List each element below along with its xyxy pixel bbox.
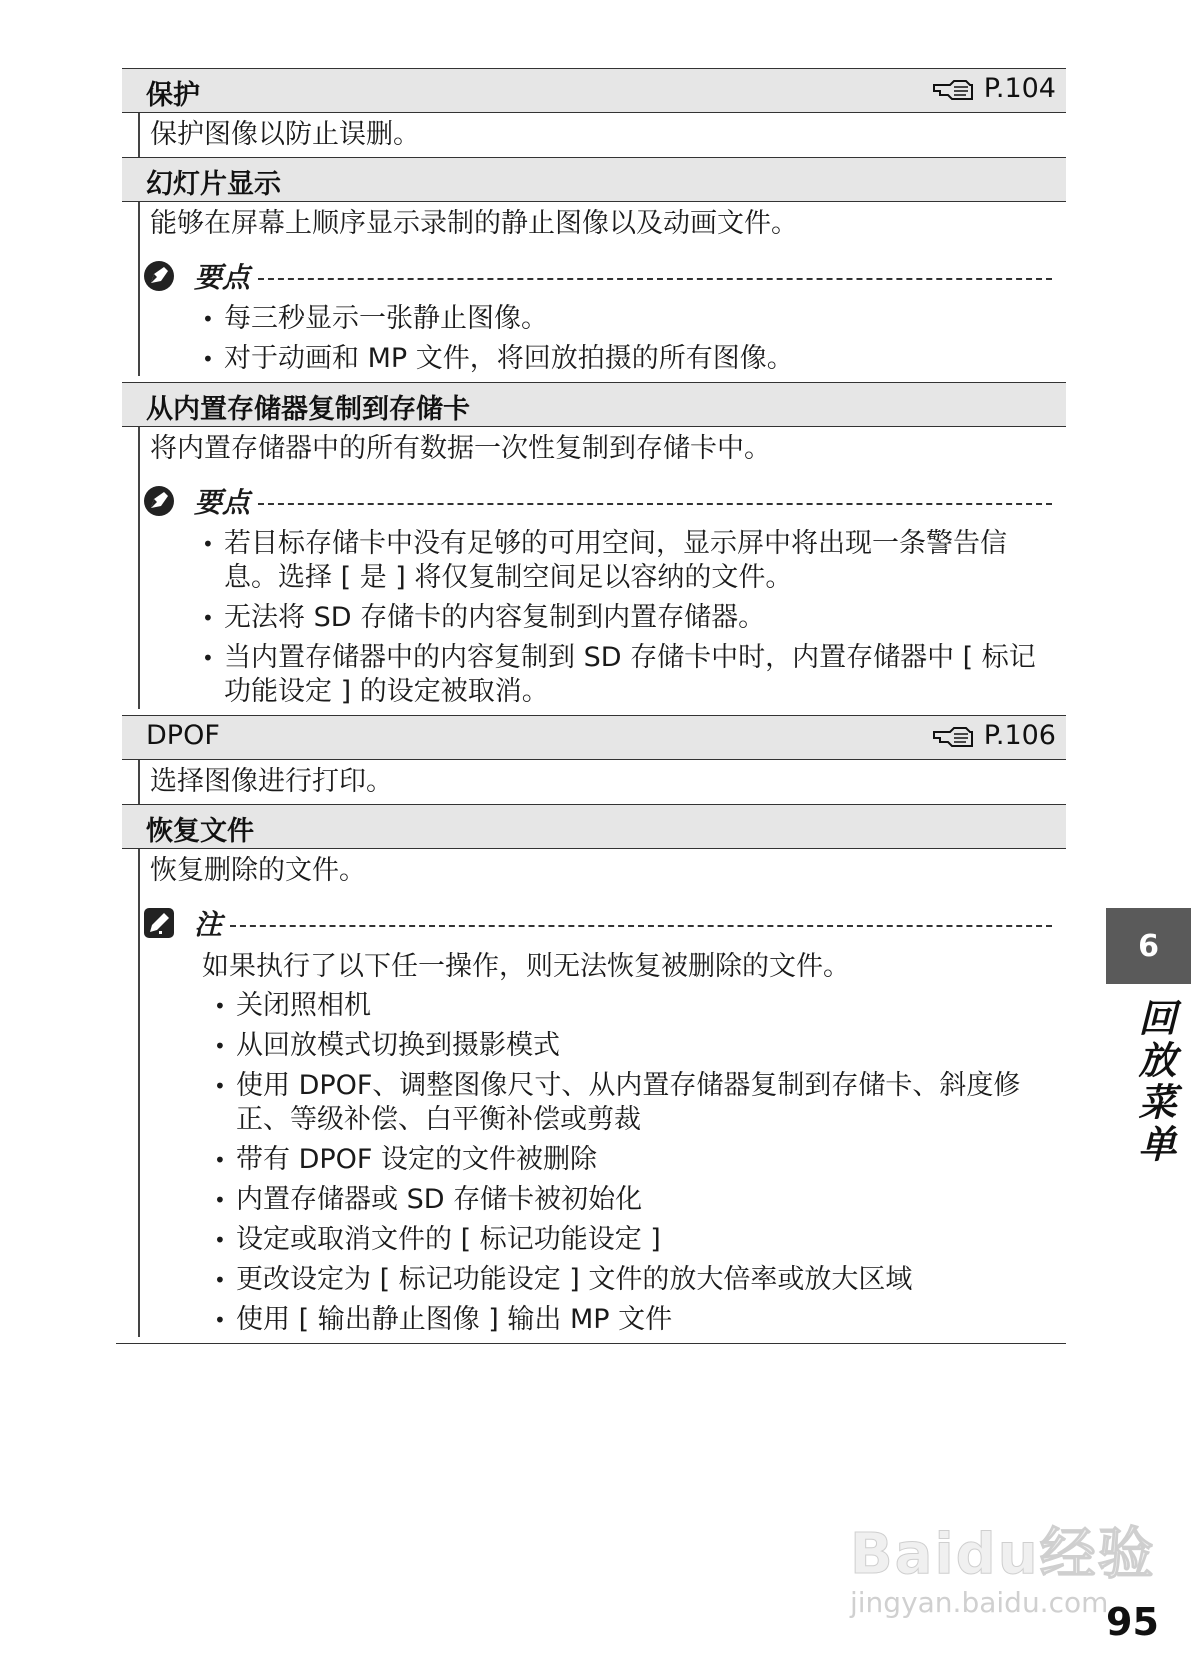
section-title: 保护 (146, 80, 200, 111)
section-body-recover (138, 849, 1066, 1337)
section-body-slideshow (138, 202, 1066, 376)
section-description: 选择图像进行打印。 (150, 766, 393, 797)
page-reference-text: P.106 (983, 720, 1056, 751)
dashed-divider (258, 503, 1052, 505)
list-item: • 更改设定为 [ 标记功能设定 ] 文件的放大倍率或放大区域 (214, 1263, 1066, 1297)
section-description: 恢复删除的文件。 (150, 855, 366, 886)
section-header-slideshow (122, 157, 1066, 202)
section-title: 恢复文件 (146, 816, 254, 847)
point-title: 要点 (194, 486, 251, 519)
page-reference (932, 73, 1056, 104)
pencil-point-icon (142, 259, 176, 293)
list-item: • 设定或取消文件的 [ 标记功能设定 ] (214, 1223, 1066, 1257)
note-title: 注 (194, 908, 223, 941)
page-reference (932, 720, 1056, 751)
note-lead: 如果执行了以下任一操作，则无法恢复被删除的文件。 (202, 951, 850, 982)
list-item: • 关闭照相机 (214, 989, 1066, 1023)
point-header (150, 254, 1066, 298)
section-header-recover (122, 804, 1066, 849)
point-list (150, 302, 1066, 376)
point-box (150, 254, 1066, 376)
chapter-tab (1106, 908, 1191, 984)
section-description: 将内置存储器中的所有数据一次性复制到存储卡中。 (150, 433, 771, 464)
section-description: 保护图像以防止误删。 (150, 119, 420, 150)
pointing-hand-icon (932, 722, 980, 750)
manual-page (124, 68, 1066, 1344)
section-header-copy (122, 382, 1066, 427)
pointing-hand-icon (932, 75, 980, 103)
list-item: • 每三秒显示一张静止图像。 (202, 302, 1066, 336)
section-title: DPOF (146, 720, 220, 751)
bottom-divider (116, 1343, 1066, 1344)
list-item: • 从回放模式切换到摄影模式 (214, 1029, 1066, 1063)
chapter-label: 回放菜单 (1132, 998, 1176, 1166)
pencil-point-icon (142, 484, 176, 518)
caution-pencil-icon (142, 906, 176, 940)
note-box (150, 901, 1066, 1337)
section-body-dpof (138, 760, 1066, 804)
watermark-url: jingyan.baidu.com (850, 1586, 1109, 1619)
section-header-protect (122, 68, 1066, 113)
note-list (150, 989, 1066, 1337)
section-body-protect (138, 113, 1066, 157)
list-item: • 当内置存储器中的内容复制到 SD 存储卡中时，内置存储器中 [ 标记功能设定 ] 的设定被取消。 (202, 641, 1066, 709)
list-item: • 使用 [ 输出静止图像 ] 输出 MP 文件 (214, 1303, 1066, 1337)
dashed-divider (230, 925, 1052, 927)
section-title: 幻灯片显示 (146, 169, 281, 200)
list-item: • 对于动画和 MP 文件，将回放拍摄的所有图像。 (202, 342, 1066, 376)
point-list (150, 527, 1066, 709)
section-body-copy (138, 427, 1066, 709)
note-header (150, 901, 1066, 945)
point-title: 要点 (194, 261, 251, 294)
dashed-divider (258, 278, 1052, 280)
list-item: • 内置存储器或 SD 存储卡被初始化 (214, 1183, 1066, 1217)
section-description: 能够在屏幕上顺序显示录制的静止图像以及动画文件。 (150, 208, 798, 239)
page-reference-text: P.104 (983, 73, 1056, 104)
list-item: • 若目标存储卡中没有足够的可用空间，显示屏中将出现一条警告信息。选择 [ 是 ] 将仅复制空间足以容纳的文件。 (202, 527, 1066, 595)
page-number: 95 (1106, 1600, 1159, 1644)
point-box (150, 479, 1066, 709)
section-title: 从内置存储器复制到存储卡 (146, 394, 470, 425)
list-item: • 无法将 SD 存储卡的内容复制到内置存储器。 (202, 601, 1066, 635)
list-item: • 使用 DPOF、调整图像尺寸、从内置存储器复制到存储卡、斜度修正、等级补偿、白平衡补偿或剪裁 (214, 1069, 1066, 1137)
point-header (150, 479, 1066, 523)
list-item: • 带有 DPOF 设定的文件被删除 (214, 1143, 1066, 1177)
watermark-logo: Baidu经验 (850, 1522, 1156, 1587)
section-header-dpof (122, 715, 1066, 760)
chapter-number: 6 (1138, 928, 1159, 964)
